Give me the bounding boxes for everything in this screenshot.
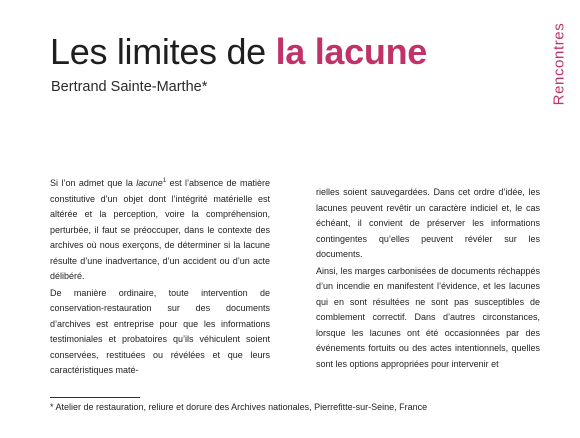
paragraph-2: De manière ordinaire, toute intervention de conservation-restauration sur des documents d’archives est entreprise pour que les informations testimoniales et probatoires qu’ils véhiculent soient conservées, restituées ou révélées et que leurs caractéristiques maté- bbox=[50, 287, 270, 375]
section-label bbox=[545, 12, 573, 116]
paragraph-1-rest: est l’absence de matière constitutive d’un objet dont l’intégrité matérielle est altérée et la perception, voire la compréhension, perturbée, il faut se préoccuper, dans le contexte des archives où nous exerçons, de déterminer si la lacune résulte d’une inadvertance, d’un accident ou d’un acte délibéré. bbox=[50, 178, 270, 281]
paragraph-1-start: Si l’on admet que la bbox=[50, 178, 137, 188]
paragraph-3: rielles soient sauvegardées. Dans cet ordre d’idée, les lacunes peuvent revêtir un caractère indiciel et, le cas échéant, il convient de préserver les informations contingentes qu’elles peuvent révéler sur les documents. bbox=[316, 187, 540, 259]
text-column-right bbox=[316, 185, 540, 372]
footnote-divider bbox=[50, 397, 140, 398]
title-accent: la lacune bbox=[275, 31, 427, 72]
paragraph-1 bbox=[50, 176, 270, 285]
footnote-ref: 1 bbox=[162, 178, 167, 184]
section-label-text: Rencontres bbox=[550, 22, 568, 106]
title-text: Les limites de bbox=[50, 31, 276, 72]
text-column-left bbox=[50, 176, 270, 379]
author-name: Bertrand Sainte-Marthe* bbox=[51, 79, 208, 95]
paragraph-4: Ainsi, les marges carbonisées de documents réchappés d’un incendie en manifestent l’évidence, et les lacunes qui en sont résultées ne sont pas susceptibles de comblement correctif. Dans d’autres circonstances, lorsque les lacunes ont été occasionnées par des événements fortuits ou des actes intentionnels, quelles sont les options appropriées pour intervenir et bbox=[316, 265, 540, 369]
footnote: * Atelier de restauration, reliure et dorure des Archives nationales, Pierrefitte-sur-Seine, France bbox=[50, 402, 428, 412]
article-title bbox=[50, 30, 427, 74]
term-lacune: lacune bbox=[136, 178, 163, 188]
